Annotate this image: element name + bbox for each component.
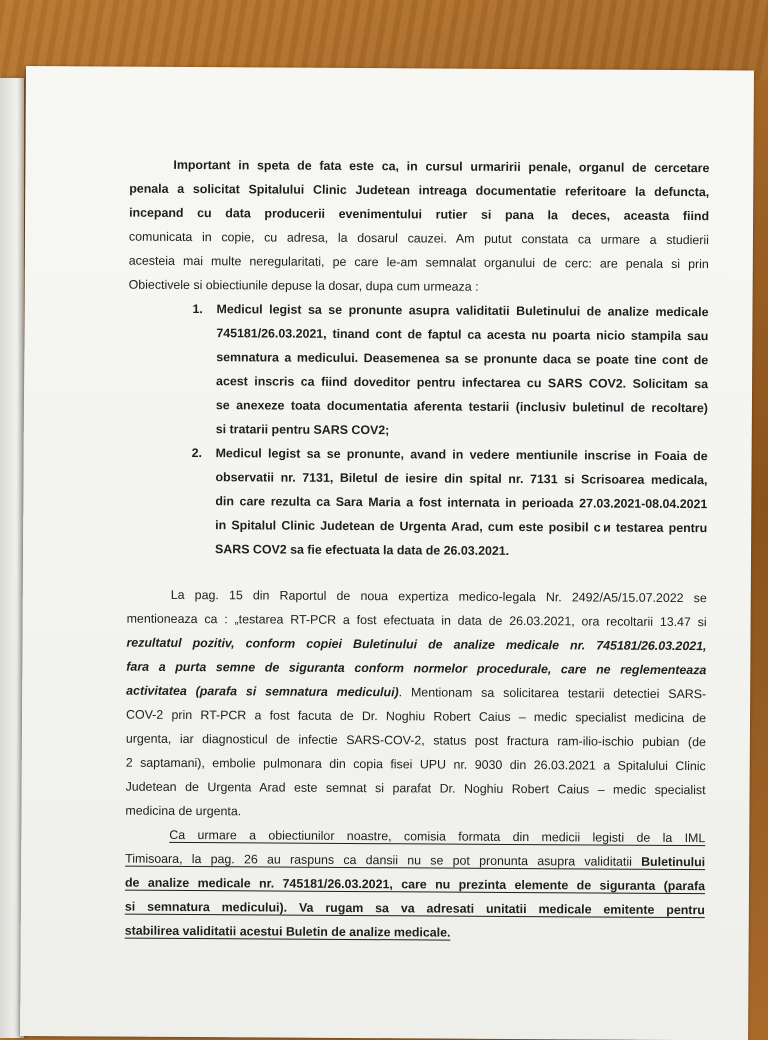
text-line: observatii nr. 7131, Biletul de iesire din spital nr. 7131 si Scrisoarea medicala, bbox=[215, 470, 708, 488]
text-line: incepand cu data producerii evenimentului rutier si pana la deces, aceasta fiind bbox=[129, 205, 710, 224]
bold-text: Buletinului bbox=[641, 854, 706, 870]
text-line: Judetean de Urgenta Arad este semnat si parafat Dr. Noghiu Robert Caius – medic specialist bbox=[125, 779, 706, 798]
text-line: si semnatura medicului). Va rugam sa va adresati unitatii medicale emitente pentru bbox=[124, 899, 705, 918]
report-paragraph bbox=[125, 583, 706, 827]
list-text: Medicul legist sa se pronunte, avand in vedere mentiunile inscrise in Foaia de bbox=[215, 446, 708, 464]
text-line: de analize medicale nr. 745181/26.03.2021, care nu prezinta elemente de siguranta (parafa bbox=[124, 875, 706, 894]
text-line: penala a solicitat Spitalului Clinic Judetean intreaga documentatie referitoare la defuncta, bbox=[129, 181, 710, 200]
text-line: stabilirea validitatii acestui Buletin de analize medicale. bbox=[124, 923, 451, 940]
text-line: Obiectivele si obiectiunile depuse la dosar, dupa cum urmeaza : bbox=[128, 277, 479, 294]
text-line: SARS COV2 sa fie efectuata la data de 26.03.2021. bbox=[215, 542, 510, 558]
text-line bbox=[126, 679, 706, 707]
text-line: acesteia mai multe neregularitati, pe care le-am semnalat organului de cerc: are penala si prin bbox=[128, 253, 709, 272]
conclusion-paragraph bbox=[125, 823, 706, 947]
list-number: 2. bbox=[191, 446, 203, 461]
text-line: 745181/26.03.2021, tinand cont de faptul ca acesta nu poarta nicio stampila sau bbox=[216, 326, 709, 344]
text-line: mentioneaza ca : „testarea RT-PCR a fost efectuata in data de 26.03.2021, ora recoltarii 13.47 si bbox=[126, 611, 707, 630]
list-item bbox=[128, 297, 709, 445]
document-body bbox=[125, 153, 710, 947]
text-line: COV-2 prin RT-PCR a fost facuta de Dr. Noghiu Robert Caius – medic specialist medicina de bbox=[125, 707, 707, 726]
plain-text: . Mentionam sa solicitarea testarii detectiei SARS- bbox=[398, 685, 707, 702]
document-page bbox=[20, 66, 754, 1040]
text-line: acest inscris ca fiind doveditor pentru infectarea cu SARS COV2. Solicitam sa bbox=[216, 374, 709, 392]
text-line: Important in speta de fata este ca, in cursul urmaririi penale, organul de cercetare bbox=[173, 157, 710, 176]
text-line bbox=[128, 297, 708, 325]
text-line: urgenta, iar diagnosticul de infectie SARS-COV-2, status post fractura ram-ilio-ischio pubian (de bbox=[125, 731, 706, 750]
intro-paragraph bbox=[129, 153, 710, 301]
text-line: si tratarii pentru SARS COV2; bbox=[215, 422, 390, 438]
italic-text: activitatea (parafa si semnatura medicului) bbox=[126, 683, 399, 700]
list-number: 1. bbox=[192, 302, 203, 317]
text-line: La pag. 15 din Raportul de noua expertiza medico-legala Nr. 2492/A5/15.07.2022 se bbox=[170, 587, 707, 606]
text-line: semnatura a medicului. Deasemenea sa se pronunte daca se poate tine cont de bbox=[216, 350, 709, 368]
text-line bbox=[125, 847, 705, 875]
text-line: comunicata in copie, cu adresa, la dosarul cauzei. Am putut constata ca urmare a studierii bbox=[128, 229, 709, 248]
objectives-list bbox=[127, 297, 709, 565]
text-line: rezultatul pozitiv, conform copiei Buletinului de analize medicale nr. 745181/26.03.2021, bbox=[126, 635, 707, 654]
text-line: din care rezulta ca Sara Maria a fost internata in perioada 27.03.2021-08.04.2021 bbox=[215, 494, 708, 512]
list-text: Medicul legist sa se pronunte asupra validitatii Buletinului de analize medicale bbox=[216, 302, 709, 320]
text-line: fara a purta semne de siguranta conform normelor procedurale, care ne reglementeaza bbox=[126, 659, 707, 678]
text-line: 2 saptamani), embolie pulmonara din copia fisei UPU nr. 9030 din 26.03.2021 a Spitalului Clinic bbox=[125, 755, 706, 774]
text-line: Ca urmare a obiectiunilor noastre, comisia formata din medicii legisti de la IML bbox=[169, 827, 706, 846]
text-line: se anexeze toata documentatia aferenta testarii (inclusiv buletinul de recoltare) bbox=[215, 398, 708, 416]
text-line: in Spitalul Clinic Judetean de Urgenta Arad, cum este posibil c ᴎ testarea pentru bbox=[215, 518, 708, 536]
text-line bbox=[128, 441, 708, 469]
text-line: medicina de urgenta. bbox=[125, 803, 242, 819]
list-item bbox=[127, 441, 708, 565]
plain-text: Timisoara, la pag. 26 au raspuns ca dansii nu se pot pronunta asupra validitatii bbox=[125, 851, 632, 869]
